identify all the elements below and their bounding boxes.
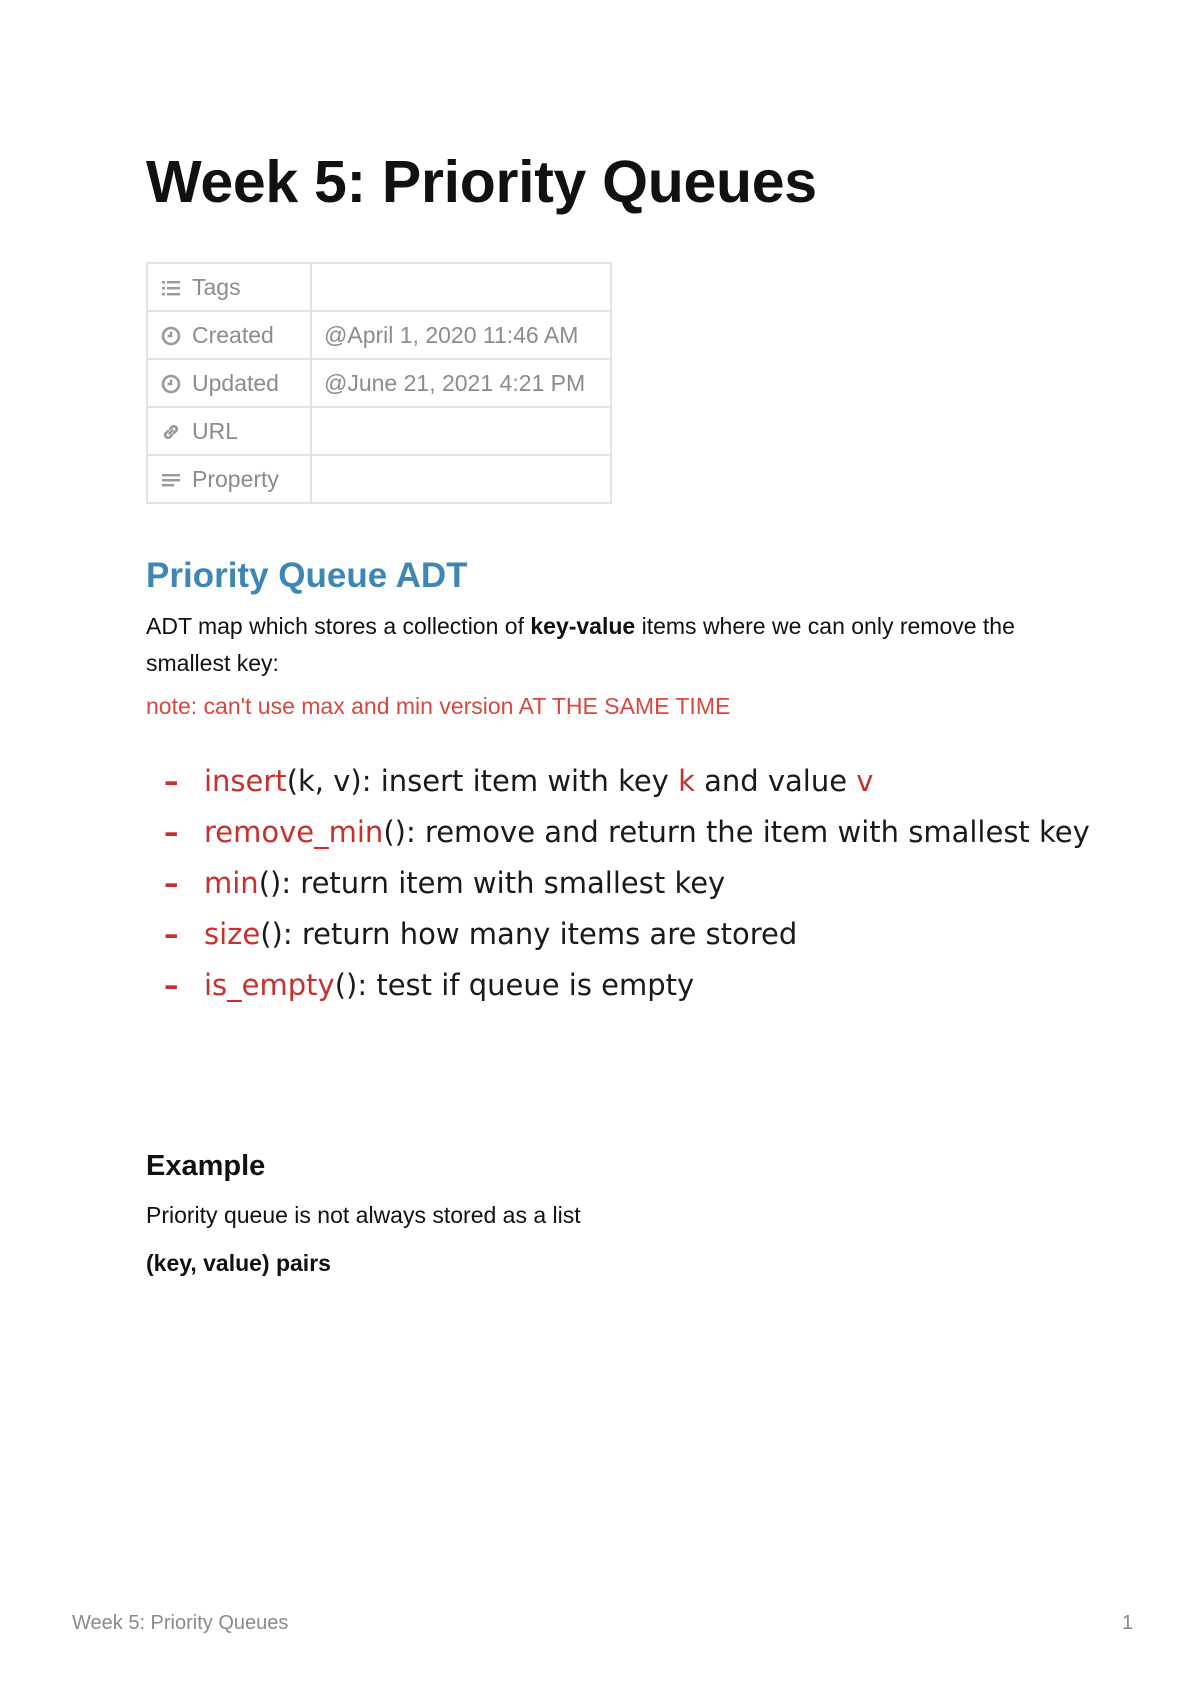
property-label: Property	[192, 465, 279, 492]
text-lines-icon	[160, 469, 182, 491]
property-value[interactable]: @April 1, 2020 11:46 AM	[311, 311, 611, 359]
dash-bullet: –	[164, 815, 179, 849]
property-value[interactable]	[311, 455, 611, 503]
example-heading: Example	[146, 1150, 266, 1182]
property-label: Created	[192, 321, 274, 348]
dash-bullet: –	[164, 917, 179, 951]
property-row-created	[147, 311, 611, 359]
dash-bullet: –	[164, 764, 179, 798]
example-text: Priority queue is not always stored as a list	[146, 1202, 581, 1228]
property-row-property	[147, 455, 611, 503]
property-row-url	[147, 407, 611, 455]
method-name: remove_min	[204, 815, 384, 849]
property-label: Updated	[192, 369, 279, 396]
property-label: URL	[192, 417, 239, 444]
method-name: is_empty	[204, 968, 335, 1002]
link-icon	[160, 421, 182, 443]
note-label: note:	[146, 693, 198, 719]
property-value[interactable]	[311, 263, 611, 311]
property-value[interactable]: @June 21, 2021 4:21 PM	[311, 359, 611, 407]
adt-description: ADT map which stores a collection of key-value items where we can only remove the smallest key:	[146, 613, 1015, 676]
list-item: – is_empty(): test if queue is empty	[164, 968, 695, 1002]
property-value[interactable]	[311, 407, 611, 455]
method-name: size	[204, 917, 261, 951]
dash-bullet: –	[164, 968, 179, 1002]
clock-icon	[160, 325, 182, 347]
section-heading: Priority Queue ADT	[146, 556, 468, 595]
list-item: – remove_min(): remove and return the item with smallest key	[164, 815, 1090, 849]
method-name: insert	[204, 764, 287, 798]
footer-title: Week 5: Priority Queues	[72, 1612, 289, 1634]
property-row-tags	[147, 263, 611, 311]
properties-table	[146, 262, 612, 504]
operations-list	[164, 764, 1090, 1019]
property-row-updated	[147, 359, 611, 407]
method-name: min	[204, 866, 259, 900]
clock-icon	[160, 373, 182, 395]
list-item: – insert(k, v): insert item with key k and value v	[164, 764, 874, 798]
note-text: note: can't use max and min version AT THE SAME TIME	[146, 693, 731, 719]
property-label: Tags	[192, 273, 241, 300]
list-item: – min(): return item with smallest key	[164, 866, 726, 900]
bold-term: key-value	[530, 613, 636, 639]
dash-bullet: –	[164, 866, 179, 900]
list-item: – size(): return how many items are stored	[164, 917, 798, 951]
list-icon	[160, 277, 182, 299]
page-title: Week 5: Priority Queues	[146, 149, 817, 215]
page-number: 1	[1122, 1612, 1134, 1634]
pairs-text: (key, value) pairs	[146, 1250, 331, 1276]
